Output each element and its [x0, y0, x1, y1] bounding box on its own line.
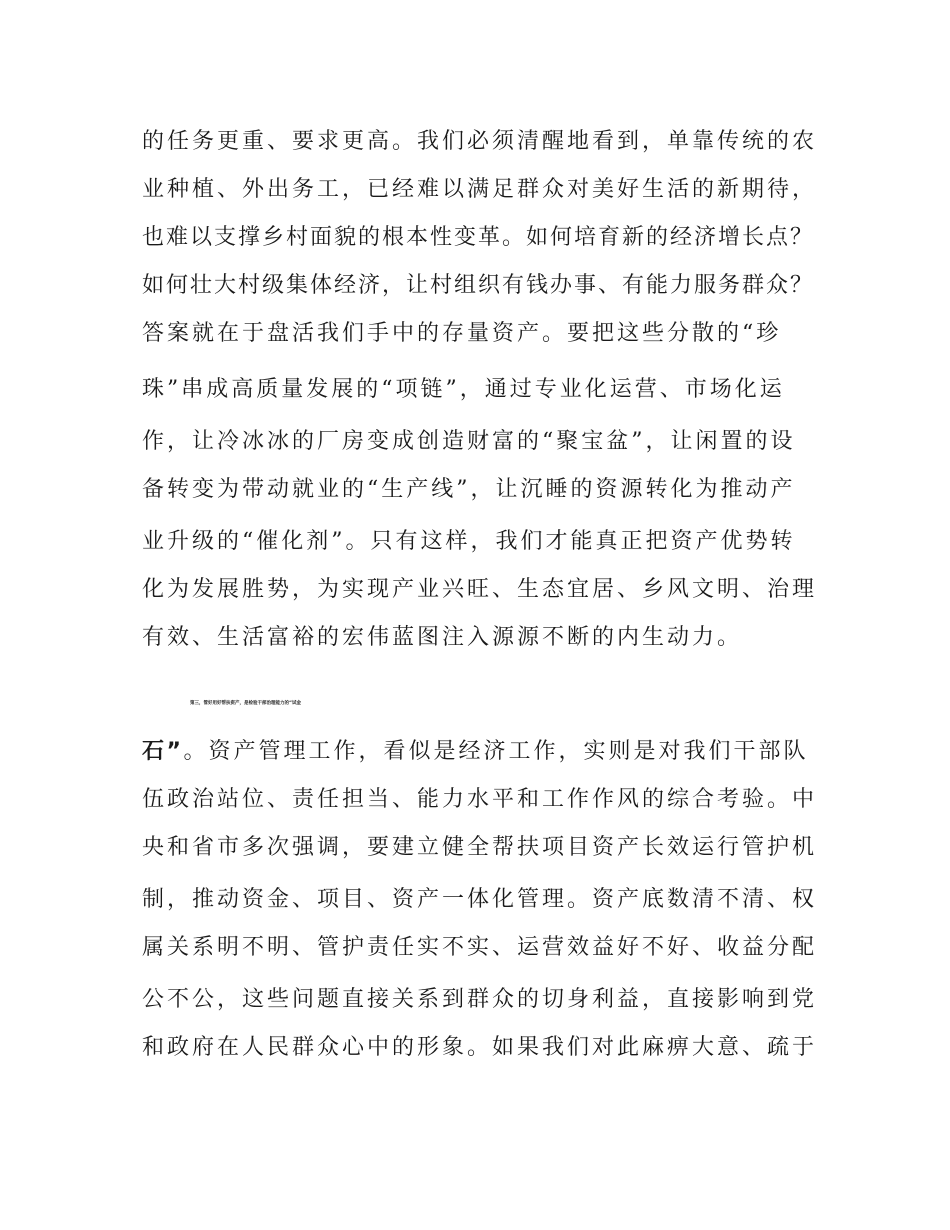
- body-line: 作，让冷冰冰的厂房变成创造财富的“聚宝盆”，让闲置的设: [142, 429, 796, 454]
- section-heading-line: 第三，管好用好帮扶资产，是检验干部治理能力的“试金: [190, 701, 301, 706]
- body-line: 业种植、外出务工，已经难以满足群众对美好生活的新期待，: [142, 177, 818, 202]
- body-line: [142, 737, 822, 767]
- body-line: 业升级的“催化剂”。只有这样，我们才能真正把资产优势转: [142, 529, 796, 554]
- body-line: 备转变为带动就业的“生产线”，让沉睡的资源转化为推动产: [142, 477, 796, 502]
- body-line: 有效、生活富裕的宏伟蓝图注入源源不断的内生动力。: [142, 625, 743, 650]
- body-line: 属关系明不明、管护责任实不实、运营效益好不好、收益分配: [142, 935, 818, 960]
- body-line: 化为发展胜势，为实现产业兴旺、生态宜居、乡风文明、治理: [142, 577, 818, 602]
- body-line: 珠”串成高质量发展的“项链”，通过专业化运营、市场化运: [142, 377, 785, 402]
- body-line: 也难以支撑乡村面貌的根本性变革。如何培育新的经济增长点？: [142, 225, 815, 250]
- body-line: 制，推动资金、项目、资产一体化管理。资产底数清不清、权: [142, 887, 818, 912]
- body-line: 和政府在人民群众心中的形象。如果我们对此麻痹大意、疏于: [142, 1035, 818, 1060]
- body-line: 如何壮大村级集体经济，让村组织有钱办事、有能力服务群众？: [142, 273, 815, 298]
- body-line: 公不公，这些问题直接关系到群众的切身利益，直接影响到党: [142, 987, 818, 1012]
- body-line: 央和省市多次强调，要建立健全帮扶项目资产长效运行管护机: [142, 835, 818, 860]
- body-text: 。资产管理工作，看似是经济工作，实则是对我们干部队: [183, 739, 809, 764]
- section-heading-end: 石”: [142, 739, 184, 764]
- body-line: 的任务更重、要求更高。我们必须清醒地看到，单靠传统的农: [142, 129, 818, 154]
- body-line: 伍政治站位、责任担当、能力水平和工作作风的综合考验。中: [142, 787, 818, 812]
- body-line: 答案就在于盘活我们手中的存量资产。要把这些分散的“珍: [142, 321, 782, 346]
